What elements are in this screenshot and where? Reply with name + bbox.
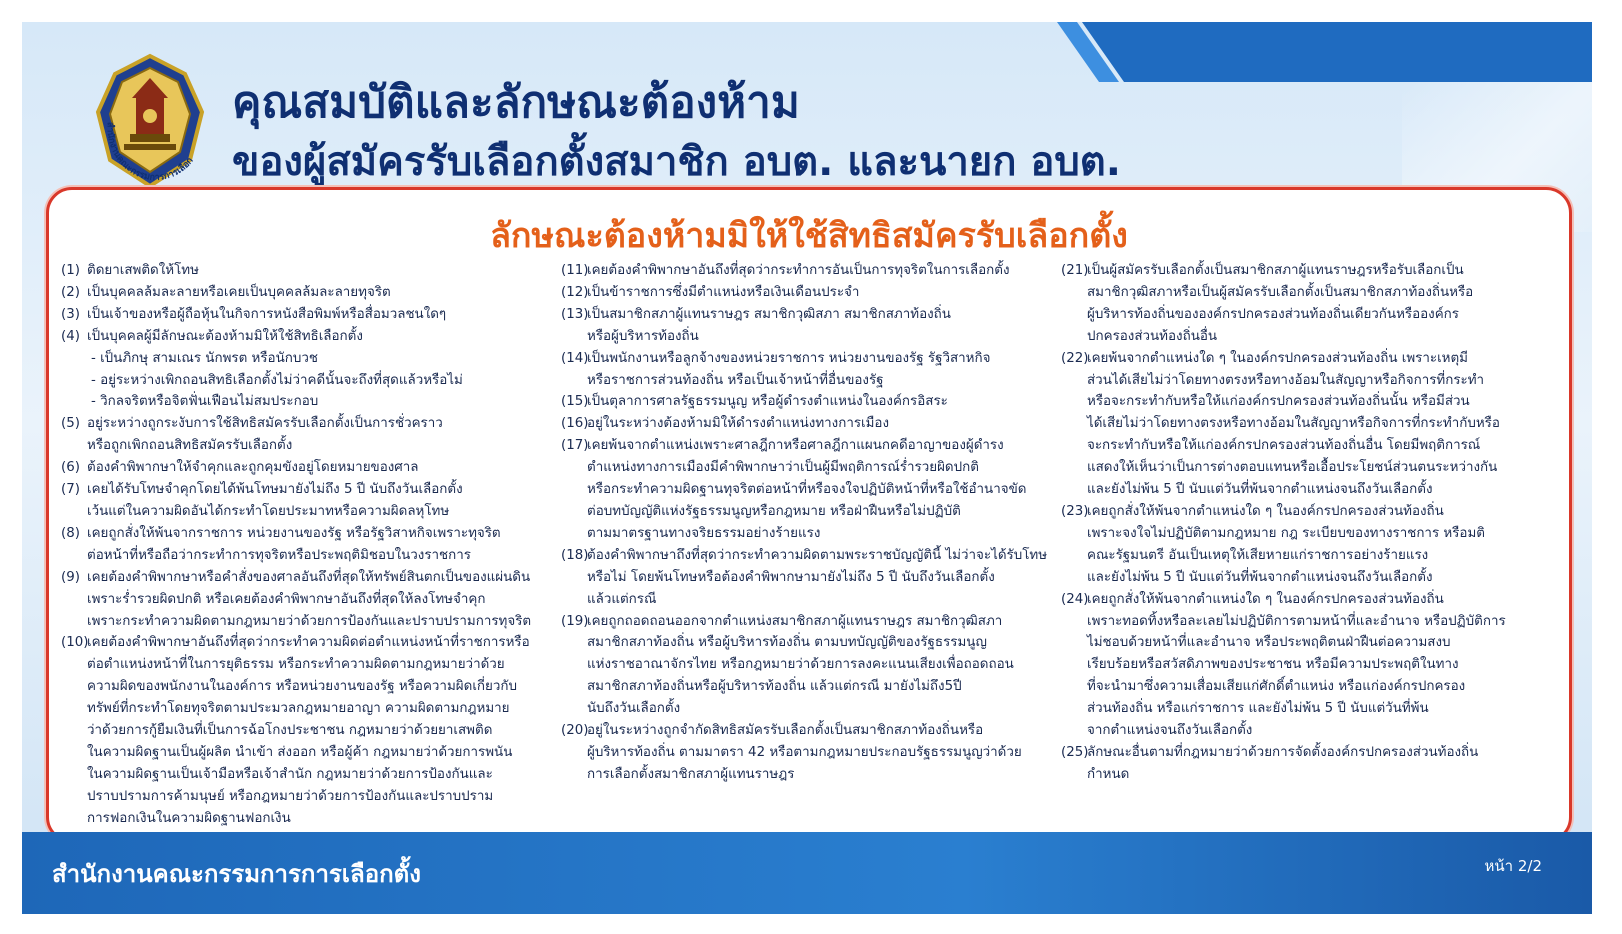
item-number: (16) [561,416,589,432]
item-text: คณะรัฐมนตรี อันเป็นเหตุให้เสียหายแก่ราชการอย่างร้ายแรง [1087,547,1429,563]
item-text: เพราะทอดทิ้งหรือละเลยไม่ปฏิบัติการตามหน้าที่และอำนาจ หรือปฏิบัติการ [1087,613,1506,629]
list-item [61,304,539,326]
item-number: (7) [61,482,80,498]
item-text: หรือถูกเพิกถอนสิทธิสมัครรับเลือกตั้ง [87,438,293,454]
item-number: (12) [561,284,589,300]
item-text: เคยพ้นจากตำแหน่งเพราะศาลฎีกาหรือศาลฎีกาแผนกคดีอาญาของผู้ดำรง [587,438,1004,454]
item-number: (2) [61,284,80,300]
item-text: ติดยาเสพติดให้โทษ [87,263,199,278]
item-text: เคยถูกสั่งให้พ้นจากตำแหน่งใด ๆ ในองค์กรปกครองส่วนท้องถิ่น [1087,591,1444,607]
list-item [561,545,1051,611]
list-item [1061,501,1551,589]
item-text: อยู่ในระหว่างต้องห้ามมิให้ดำรงตำแหน่งทางการเมือง [587,416,890,432]
item-text: กำหนด [1087,766,1130,782]
column-1 [61,260,539,830]
content-panel [46,187,1572,843]
item-text: ทรัพย์ที่กระทำโดยทุจริตตามประมวลกฎหมายอาญา ความผิดตามกฎหมาย [87,701,510,717]
item-number: (6) [61,460,80,476]
item-text: เคยพ้นจากตำแหน่งใด ๆ ในองค์กรปกครองส่วนท้องถิ่น เพราะเหตุมี [1087,350,1469,366]
list-item [61,632,539,829]
item-number: (5) [61,416,80,432]
item-text: เพราะร่ำรวยผิดปกติ หรือเคยต้องคำพิพากษาอันถึงที่สุดให้ลงโทษจำคุก [87,591,486,607]
item-text: อยู่ระหว่างถูกระงับการใช้สิทธิสมัครรับเลือกตั้งเป็นการชั่วคราว [87,416,443,432]
item-text: ต่อหน้าที่หรือถือว่ากระทำการทุจริตหรือประพฤติมิชอบในวงราชการ [87,547,471,563]
item-text: เป็นข้าราชการซึ่งมีตำแหน่งหรือเงินเดือนประจำ [587,284,860,300]
item-text: ส่วนท้องถิ่น หรือแก่ราชการ และยังไม่พ้น 5 ปี นับแต่วันที่พ้น [1087,701,1429,717]
item-text: ความผิดของพนักงานในองค์การ หรือหน่วยงานของรัฐ หรือความผิดเกี่ยวกับ [87,679,517,695]
item-number: (22) [1061,350,1089,366]
item-text: ในความผิดฐานเป็นผู้ผลิต นำเข้า ส่งออก หรือผู้ค้า กฎหมายว่าด้วยการพนัน [87,744,513,760]
item-text: จะกระทำกับหรือให้แก่องค์กรปกครองส่วนท้องถิ่นอื่น โดยมีพฤติการณ์ [1087,438,1481,454]
item-text: อยู่ในระหว่างถูกจำกัดสิทธิสมัครรับเลือกตั้งเป็นสมาชิกสภาท้องถิ่นหรือ [587,723,984,739]
list-item [61,413,539,457]
logo-text: สำนักงานคณะกรรมการการเลือก [104,121,196,184]
item-text: เรียบร้อยหรือสวัสดิภาพของประชาชน หรือมีความประพฤติในทาง [1087,657,1459,673]
list-item [561,260,1051,282]
item-number: (4) [61,328,80,344]
item-text: ต่อตำแหน่งหน้าที่ในการยุติธรรม หรือกระทำความผิดตามกฎหมายว่าด้วย [87,657,505,673]
list-item [1061,348,1551,501]
item-number: (20) [561,723,589,739]
item-number: (23) [1061,503,1089,519]
item-number: (15) [561,394,589,410]
item-text: ส่วนได้เสียไม่ว่าโดยทางตรงหรือทางอ้อมในสัญญาหรือกิจการที่กระทำ [1087,372,1485,388]
item-text: หรือจะกระทำกับหรือให้แก่องค์กรปกครองส่วนท้องถิ่นนั้น หรือมีส่วน [1087,394,1470,410]
list-item [561,348,1051,392]
list-item [61,260,539,282]
list-item [61,523,539,567]
panel-title: ลักษณะต้องห้ามมิให้ใช้สิทธิสมัครรับเลือกตั้ง [490,216,1128,256]
item-number: (1) [61,263,80,278]
item-text: เคยได้รับโทษจำคุกโดยได้พ้นโทษมายังไม่ถึง 5 ปี นับถึงวันเลือกตั้ง [87,482,463,498]
list-item [561,282,1051,304]
item-text: เคยถูกสั่งให้พ้นจากตำแหน่งใด ๆ ในองค์กรปกครองส่วนท้องถิ่น [1087,503,1444,519]
list-item [61,282,539,304]
sub-item: - อยู่ระหว่างเพิกถอนสิทธิเลือกตั้งไม่ว่าคดีนั้นจะถึงที่สุดแล้วหรือไม่ [91,372,463,388]
election-commission-emblem-icon [90,52,210,194]
item-number: (24) [1061,591,1089,607]
item-text: ลักษณะอื่นตามที่กฎหมายว่าด้วยการจัดตั้งองค์กรปกครองส่วนท้องถิ่น [1087,744,1479,760]
item-text: หรือกระทำความผิดฐานทุจริตต่อหน้าที่หรือจงใจปฏิบัติหน้าที่หรือใช้อำนาจขัด [587,482,1027,498]
item-number: (3) [61,306,80,322]
item-number: (11) [561,263,589,278]
item-text: เป็นผู้สมัครรับเลือกตั้งเป็นสมาชิกสภาผู้แทนราษฎรหรือรับเลือกเป็น [1087,263,1464,278]
list-item [561,391,1051,413]
item-text: เป็นพนักงานหรือลูกจ้างของหน่วยราชการ หน่วยงานของรัฐ รัฐวิสาหกิจ [587,350,991,366]
item-number: (21) [1061,263,1089,278]
item-text: เป็นสมาชิกสภาผู้แทนราษฎร สมาชิกวุฒิสภา สมาชิกสภาท้องถิ่น [587,306,951,322]
item-text: ได้เสียไม่ว่าโดยทางตรงหรือทางอ้อมในสัญญาหรือกิจการที่กระทำกับหรือ [1087,416,1500,432]
item-text: เพราะจงใจไม่ปฏิบัติตามกฎหมาย กฎ ระเบียบของทางราชการ หรือมติ [1087,525,1485,541]
sub-item: - เป็นภิกษุ สามเณร นักพรต หรือนักบวช [91,350,318,366]
item-text: สมาชิกสภาท้องถิ่น หรือผู้บริหารท้องถิ่น ตามบทบัญญัติของรัฐธรรมนูญ [587,635,987,651]
list-item [561,611,1051,721]
item-text: ไม่ชอบด้วยหน้าที่และอำนาจ หรือประพฤติตนฝ่าฝืนต่อความสงบ [1087,635,1451,651]
item-number: (9) [61,569,80,585]
list-item [561,720,1051,786]
item-text: ที่จะนำมาซึ่งความเสื่อมเสียแก่ศักดิ์ตำแหน่ง หรือแก่องค์กรปกครอง [1087,679,1466,695]
item-text: เพราะกระทำความผิดตามกฎหมายว่าด้วยการป้องกันและปราบปรามการทุจริต [87,613,532,629]
item-text: ปราบปรามการค้ามนุษย์ หรือกฎหมายว่าด้วยการป้องกันและปราบปราม [87,788,494,804]
item-text: นับถึงวันเลือกตั้ง [587,701,681,717]
item-text: และยังไม่พ้น 5 ปี นับแต่วันที่พ้นจากตำแหน่งจนถึงวันเลือกตั้ง [1087,482,1433,498]
item-text: ตำแหน่งทางการเมืองมีคำพิพากษาว่าเป็นผู้มีพฤติการณ์ร่ำรวยผิดปกติ [587,460,979,476]
item-text: เคยต้องคำพิพากษาหรือคำสั่งของศาลอันถึงที่สุดให้ทรัพย์สินตกเป็นของแผ่นดิน [87,569,531,585]
list-item [61,479,539,523]
page-number: หน้า 2/2 [1484,857,1542,875]
list-item [561,304,1051,348]
item-number: (18) [561,547,589,563]
list-item [561,413,1051,435]
item-text: ต้องคำพิพากษาถึงที่สุดว่ากระทำความผิดตามพระราชบัญญัตินี้ ไม่ว่าจะได้รับโทษ [587,547,1048,563]
poster [22,22,1592,914]
item-text: แห่งราชอาณาจักรไทย หรือกฎหมายว่าด้วยการลงคะแนนเสียงเพื่อถอดถอน [587,657,1014,673]
item-text: จากตำแหน่งจนถึงวันเลือกตั้ง [1087,723,1253,739]
item-text: ว่าด้วยการกู้ยืมเงินที่เป็นการฉ้อโกงประชาชน กฎหมายว่าด้วยยาเสพติด [87,723,493,739]
item-text: เป็นบุคคลผู้มีลักษณะต้องห้ามมิให้ใช้สิทธิเลือกตั้ง [87,328,363,344]
list-item [1061,742,1551,786]
item-text: เคยต้องคำพิพากษาอันถึงที่สุดว่ากระทำการอันเป็นการทุจริตในการเลือกตั้ง [587,263,1010,278]
item-text: การเลือกตั้งสมาชิกสภาผู้แทนราษฎร [587,766,795,782]
list-item [61,457,539,479]
footer-org-name: สำนักงานคณะกรรมการการเลือกตั้ง [52,860,421,888]
item-text: เป็นบุคคลล้มละลายหรือเคยเป็นบุคคลล้มละลายทุจริต [87,284,391,300]
item-text: ในความผิดฐานเป็นเจ้ามือหรือเจ้าสำนัก กฎหมายว่าด้วยการป้องกันและ [87,766,493,782]
item-text: ผู้บริหารท้องถิ่น ตามมาตรา 42 หรือตามกฎหมายประกอบรัฐธรรมนูญว่าด้วย [587,744,1022,760]
column-3 [1061,260,1551,786]
item-text: หรือราชการส่วนท้องถิ่น หรือเป็นเจ้าหน้าที่อื่นของรัฐ [587,372,884,388]
page-title: คุณสมบัติและลักษณะต้องห้าม [232,77,800,128]
item-text: ต้องคำพิพากษาให้จำคุกและถูกคุมขังอยู่โดยหมายของศาล [87,460,419,476]
item-text: เคยถูกสั่งให้พ้นจากราชการ หน่วยงานของรัฐ หรือรัฐวิสาหกิจเพราะทุจริต [87,525,501,541]
item-number: (17) [561,438,589,454]
item-text: และยังไม่พ้น 5 ปี นับแต่วันที่พ้นจากตำแหน่งจนถึงวันเลือกตั้ง [1087,569,1433,585]
sub-item: - วิกลจริตหรือจิตฟั่นเฟือนไม่สมประกอบ [91,394,319,410]
item-text: หรือไม่ โดยพ้นโทษหรือต้องคำพิพากษามายังไม่ถึง 5 ปี นับถึงวันเลือกตั้ง [587,569,995,585]
item-number: (13) [561,306,589,322]
item-text: เคยถูกถอดถอนออกจากตำแหน่งสมาชิกสภาผู้แทนราษฎร สมาชิกวุฒิสภา [587,613,1003,629]
item-text: สมาชิกสภาท้องถิ่นหรือผู้บริหารท้องถิ่น แล้วแต่กรณี มายังไม่ถึง5ปี [587,679,962,695]
list-item [61,326,539,414]
item-text: เป็นเจ้าของหรือผู้ถือหุ้นในกิจการหนังสือพิมพ์หรือสื่อมวลชนใดๆ [87,306,447,322]
item-number: (8) [61,525,80,541]
item-text: เคยต้องคำพิพากษาอันถึงที่สุดว่ากระทำความผิดต่อตำแหน่งหน้าที่ราชการหรือ [87,635,530,651]
item-text: ต่อบทบัญญัติแห่งรัฐธรรมนูญหรือกฎหมาย หรือฝ่าฝืนหรือไม่ปฏิบัติ [587,503,961,519]
column-2 [561,260,1051,786]
item-text: ผู้บริหารท้องถิ่นขององค์กรปกครองส่วนท้องถิ่นเดียวกันหรือองค์กร [1087,306,1459,322]
item-text: หรือผู้บริหารท้องถิ่น [587,328,699,344]
list-item [61,567,539,633]
item-number: (25) [1061,744,1089,760]
item-text: สมาชิกวุฒิสภาหรือเป็นผู้สมัครรับเลือกตั้งเป็นสมาชิกสภาท้องถิ่นหรือ [1087,284,1474,300]
decor-banner [1082,22,1592,82]
list-item [561,435,1051,545]
item-text: แล้วแต่กรณี [587,591,657,607]
list-item [1061,589,1551,742]
item-text: การฟอกเงินในความผิดฐานฟอกเงิน [87,810,291,826]
item-number: (19) [561,613,589,629]
page-subtitle: ของผู้สมัครรับเลือกตั้งสมาชิก อบต. และนายก อบต. [232,139,1121,185]
list-item [1061,260,1551,348]
item-text: แสดงให้เห็นว่าเป็นการต่างตอบแทนหรือเอื้อประโยชน์ส่วนตนระหว่างกัน [1087,460,1498,476]
footer-bar [22,832,1592,914]
item-text: ปกครองส่วนท้องถิ่นอื่น [1087,328,1218,344]
item-text: เป็นตุลาการศาลรัฐธรรมนูญ หรือผู้ดำรงตำแหน่งในองค์กรอิสระ [587,394,948,410]
item-text: ตามมาตรฐานทางจริยธรรมอย่างร้ายแรง [587,525,821,541]
item-number: (10) [61,635,89,651]
item-number: (14) [561,350,589,366]
item-text: เว้นแต่ในความผิดอันได้กระทำโดยประมาทหรือความผิดลหุโทษ [87,503,450,519]
